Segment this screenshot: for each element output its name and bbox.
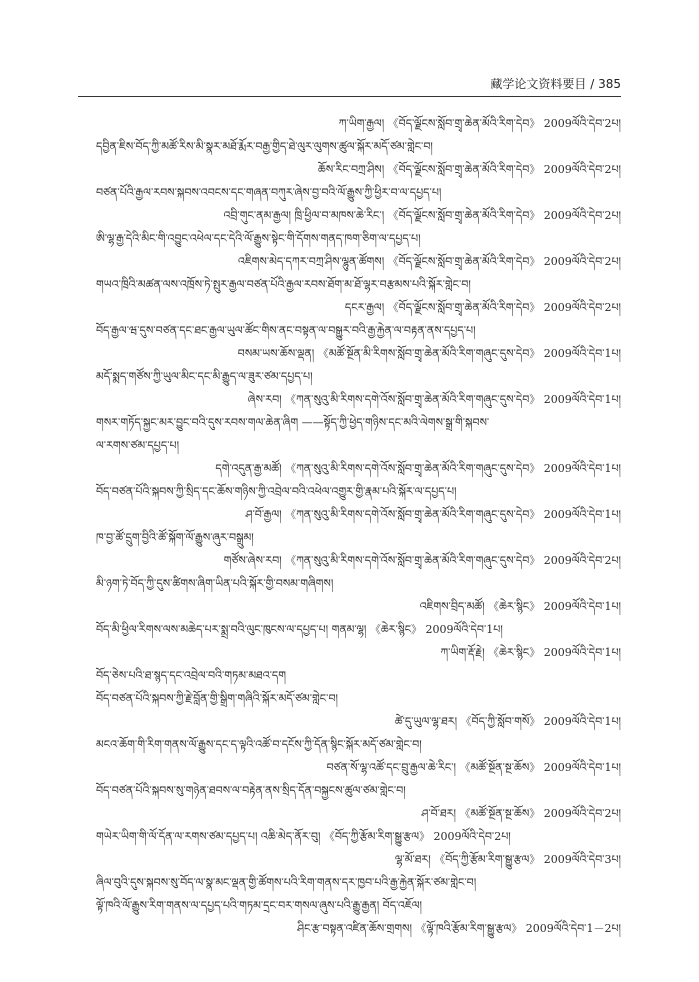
entry-title: ཞིལ་བུའི་དུས་སྐབས་སུ་བོད་ལ་སྣ་མང་ལྡན་གྱི་ཚོགས་པའི་རིག་གནས་དར་ཁྱབ་པའི་རྒྱ་རྐྱེན་སྐོར་ཙམ་གླེང་བ། [96, 876, 477, 889]
entry-citation: ཤ་བོ་རྒྱལ། 《ཀན་སུའུ་མི་རིགས་དགེ་འོས་སློབ་གྲྭ་ཆེན་མོའི་རིག་གཞུང་དུས་དེབ》 2009ལོའི་དེབ་1པ། [245, 508, 621, 521]
entry-title: མདོ་སྨད་གཙོས་ཀྱི་ཡུལ་མིང་དང་མི་རྒྱུད་ལ་ཟུར་ཙམ་དཔྱད་པ། [96, 370, 313, 383]
bibliography-entry [96, 756, 621, 802]
bibliography-entry [96, 917, 621, 940]
entry-title: དབྱིན་ཇིས་བོད་ཀྱི་མཚོ་རིས་མི་སྣར་མཐོ་རྨོར་བརྒྱ་གྱིད་ཐེ་ལུར་ལུགས་ཚུལ་སྐོར་མདོ་ཙམ་གླེང་བ། [96, 140, 433, 153]
entry-citation: འཇིགས་བྲིད་མཚོ། 《ཆེར་སྙིང》 2009ལོའི་དེབ་1པ། [419, 600, 621, 613]
bibliography-entry [96, 296, 621, 342]
entry-title: བཙན་པོའི་རྒྱལ་རབས་སྐབས་འབངས་དང་གཞན་བཀུར་ཞེས་བྱ་བའི་ལོ་རྒྱུས་ཀྱི་ཕྱིར་བ་ལ་དཔྱད་པ། [96, 186, 442, 199]
bibliography-entry [96, 388, 621, 457]
entry-title: བོད་མི་ཕྱིལ་རིགས་ལས་མཆེད་པར་སྨྲ་བའི་ལུང་ཁུངས་ལ་དཔྱད་པ། གནམ་ལྷ། 《ཆེར་སྙིང》 2009ལོའི་དེབ་1པ། [96, 623, 503, 636]
bibliography-entry [96, 641, 621, 710]
entry-citation: ཀ་ཡིག་རྡོ་རྗེ། 《ཆེར་སྙིང》 2009ལོའི་དེབ་1པ། [440, 646, 621, 659]
bibliography-entry [96, 595, 621, 641]
entry-citation: འབྲི་གུང་ནམ་རྒྱལ། ཁྲི་ཕྱིལ་བ་མཁས་ཆེ་རིང་། 《བོད་ལྗོངས་སློབ་གྲྭ་ཆེན་མོའི་རིག་དེབ》 2009ལོའི་དེབ་2པ། [223, 209, 621, 222]
entry-title: གཡའ་ཁྲིའི་མཚན་ལས་འཁྲོས་ཏེ་སྤུར་རྒྱལ་བཙན་པོའི་རྒྱལ་རབས་ཐོག་མ་ཐོ་ལྷར་བརྩམས་པའི་སྐོར་གླེང་བ། [96, 278, 471, 291]
entry-citation: གཙོས་ཞེས་རབ། 《ཀན་སུའུ་མི་རིགས་དགེ་འོས་སློབ་གྲྭ་ཆེན་མོའི་རིག་གཞུང་དུས་དེབ》 2009ལོའི་དེབ་2པ། [223, 554, 621, 567]
entry-title: མི་ཉག་ཏེ་བོད་ཀྱི་དུས་ཚིགས་ཞིག་ཡིན་པའི་སྐོར་གྱི་བསམ་གཞིགས། [96, 577, 334, 590]
page-header [78, 72, 621, 97]
bibliography-entry [96, 549, 621, 595]
entry-title-continued: བོད་བཙན་པོའི་སྐབས་ཀྱི་རྗེ་བློན་གྱི་སྒྲིག་གཞིའི་སྐོར་མདོ་ཙམ་གླེང་བ། [96, 692, 338, 705]
entry-citation: བསམ་ཡས་ཆོས་ལྡན། 《མཚོ་སྔོན་མི་རིགས་སློབ་གྲྭ་ཆེན་མོའི་རིག་གཞུང་དུས་དེབ》 2009ལོའི་དེབ་1པ། [237, 347, 621, 360]
bibliography-entry [96, 204, 621, 250]
entry-title: བོད་ཅེས་པའི་ཐ་སྙད་དང་འབྲེལ་བའི་གཏམ་མཐའ་དག [96, 669, 287, 682]
bibliography-entry [96, 158, 621, 204]
entry-title: བོད་བཙན་པོའི་སྐབས་ཀྱི་སྲིད་དང་ཆོས་གཉིས་ཀྱི་འབྲེལ་བའི་འཕེལ་འགྱུར་གྱི་རྣམ་པའི་སྐོར་ལ་དཔྱད་པ། [96, 485, 457, 498]
bibliography-entry [96, 112, 621, 158]
entry-citation: ཆོས་རིང་བཀྲ་ཤིས། 《བོད་ལྗོངས་སློབ་གྲྭ་ཆེན་མོའི་རིག་དེབ》 2009ལོའི་དེབ་2པ། [317, 163, 621, 176]
entry-citation: ལྷ་མོ་ཐར། 《བོད་ཀྱི་རྩོམ་རིག་སྒྱུ་རྩལ》 2009ལོའི་དེབ་3པ། [394, 853, 621, 866]
bibliography-entry [96, 342, 621, 388]
entry-title: མངའ་ཆོག་གི་རིག་གནས་ལོ་རྒྱུས་དང་ད་ལྟའི་འཚོ་བ་དངོས་ཀྱི་དོན་སྙིང་སྐོར་མདོ་ཙམ་གླེང་བ། [96, 738, 422, 751]
entry-citation: བཙན་སོ་ལྷ་འཚོ་དང་བྲུ་རྒྱལ་ཆེ་རིང་། 《མཚོ་སྔོན་སྔ་ཆོས》 2009ལོའི་དེབ་1པ། [326, 761, 621, 774]
entry-title: ཁ་བྱ་ཚོ་དྲུག་བྱིའི་ཚོ་སྐོག་ལོ་རྒྱུས་ཞུར་བསྒྲུམ། [96, 531, 254, 544]
entry-title-continued: ལྟོ་ཁའི་ལོ་རྒྱུས་རིག་གནས་ལ་དཔྱད་པའི་གཏམ་དྲང་བར་གསལ་ཞུས་པའི་རྒྱུ་རྒྱན། བོད་འཇོལ། [96, 899, 422, 912]
entry-title: ཨི་ལྷ་རྒྱ་དེའི་མིང་གི་འབྱུང་འཕེལ་དང་དེའི་ལོ་རྒྱུས་སྟེང་གི་དོགས་གནད་ཁག་ཅིག་ལ་དཔྱད་པ། [96, 232, 421, 245]
entry-citation: ཚེ་དུ་ཡུལ་ལྷ་ཐར། 《བོད་ཀྱི་སློབ་གསོ》 2009ལོའི་དེབ་1པ། [394, 715, 621, 728]
bibliography-entry [96, 503, 621, 549]
bibliography-entry [96, 457, 621, 503]
running-title: 藏学论文资料要目 / 385 [490, 77, 621, 91]
entry-title: གཡེར་ཡིག་གི་ལོ་དོན་ལ་རགས་ཙམ་དཔྱད་པ། འཆི་མེད་ནོར་བུ། 《བོད་ཀྱི་རྩོམ་རིག་སྒྱུ་རྩལ》 2009ལོའི་དེབ་2པ། [96, 830, 511, 843]
bibliography-entry [96, 802, 621, 848]
entry-title-continued: ལ་རགས་ཙམ་དཔྱད་པ། [96, 439, 180, 452]
entry-title: བོད་བཙན་པོའི་སྐབས་སུ་གཉེན་ཐབས་ལ་བརྟེན་ནས་སྲིད་དོན་བསྐྱངས་ཚུལ་ཙམ་གླེང་བ། [96, 784, 406, 797]
bibliography-list [96, 112, 621, 940]
entry-title: བོད་རྒྱལ་ཝ་དུས་བཙན་དང་ཐང་རྒྱལ་ཡུལ་ཚོང་གིས་ནང་བསྟན་ལ་བསྒྱུར་བའི་རྒྱ་རྐྱེན་ལ་བརྟན་ནས་དཔྱད་པ། [96, 324, 476, 337]
entry-citation: དངར་རྒྱལ། 《བོད་ལྗོངས་སློབ་གྲྭ་ཆེན་མོའི་རིག་དེབ》 2009ལོའི་དེབ་2པ། [344, 301, 621, 314]
bibliography-entry [96, 250, 621, 296]
entry-citation: ཤ་བོ་ཐར། 《མཚོ་སྔོན་སྔ་ཆོས》 2009ལོའི་དེབ་2པ། [421, 807, 621, 820]
entry-citation: དགེ་འདུན་རྒྱ་མཚོ། 《ཀན་སུའུ་མི་རིགས་དགེ་འོས་སློབ་གྲྭ་ཆེན་མོའི་རིག་གཞུང་དུས་དེབ》 2009ལོའི་དེབ་1པ། [215, 462, 621, 475]
entry-citation: ཞེས་རབ། 《ཀན་སུའུ་མི་རིགས་དགེ་འོས་སློབ་གྲྭ་ཆེན་མོའི་རིག་གཞུང་དུས་དེབ》 2009ལོའི་དེབ་1པ། [247, 393, 621, 406]
entry-citation: ཤིང་རྩ་བསྟན་འཛིན་ཆོས་གྲགས། 《ལྟོ་ཁའི་རྩོམ་རིག་སྒྱུ་རྩལ》 2009ལོའི་དེབ་1－2པ། [297, 922, 621, 935]
bibliography-entry [96, 710, 621, 756]
entry-citation: འཇིགས་མེད་དཀར་བཀྲ་ཤིས་ལྷུན་ཚོགས། 《བོད་ལྗོངས་སློབ་གྲྭ་ཆེན་མོའི་རིག་དེབ》 2009ལོའི་དེབ་2པ། [238, 255, 621, 268]
bibliography-entry [96, 848, 621, 917]
entry-citation: ཀ་ཡིག་རྒྱལ། 《བོད་ལྗོངས་སློབ་གྲྭ་ཆེན་མོའི་རིག་དེབ》 2009ལོའི་དེབ་2པ། [338, 117, 621, 130]
entry-title: གསར་གཏོད་སྐྱང་མར་བྱུང་བའི་དུས་རབས་གལ་ཆེན་ཞིག ——སྟོད་ཀྱི་ཕྱེད་གཉིས་དང་མའི་ལེགས་སྒྲ་གི་སྐབས་ [96, 416, 490, 429]
